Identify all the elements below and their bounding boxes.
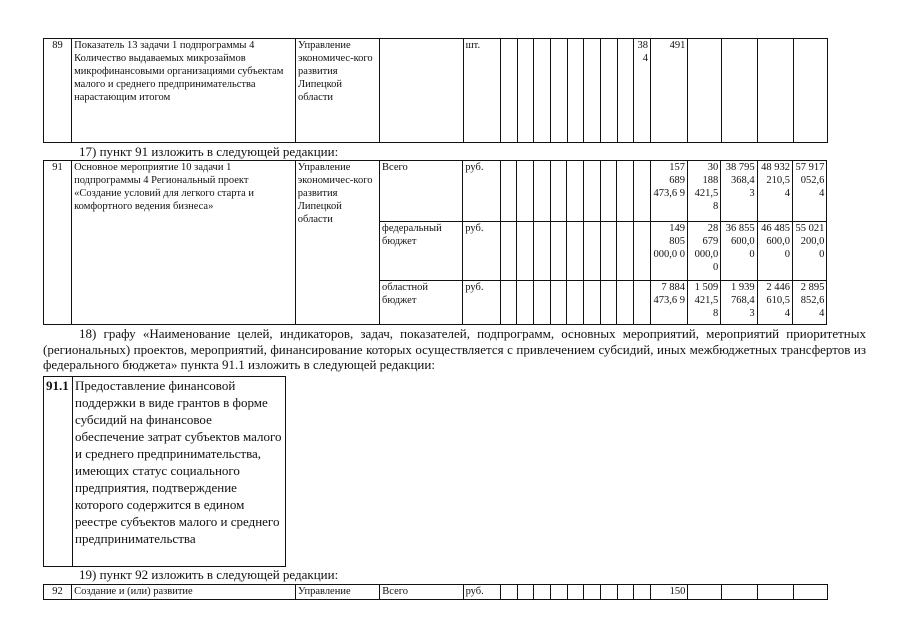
value-cell bbox=[534, 39, 551, 143]
amendment-item-17: 17) пункт 91 изложить в следующей редакции: bbox=[79, 144, 339, 159]
value-cell bbox=[534, 222, 551, 281]
value-cell: 30 188 421,58 bbox=[687, 161, 720, 222]
value-cell bbox=[634, 585, 651, 600]
value-cell bbox=[583, 222, 600, 281]
value-cell bbox=[600, 222, 617, 281]
value-cell: 38 795 368,4 3 bbox=[721, 161, 757, 222]
value-cell bbox=[633, 161, 650, 222]
value-cell: 150 bbox=[650, 585, 687, 600]
table-row-91-1 bbox=[43, 376, 286, 567]
value-cell: 46 485 600,0 0 bbox=[757, 222, 792, 281]
value-cell bbox=[567, 39, 584, 143]
value-cell: 2 446 610,5 4 bbox=[757, 281, 792, 325]
value-cell bbox=[551, 39, 568, 143]
value-cell bbox=[567, 222, 584, 281]
value-cell bbox=[688, 585, 721, 600]
value-cell: 7 884 473,6 9 bbox=[650, 281, 687, 325]
responsible-executor: Управление экономичес-кого развития Липецкой области bbox=[295, 39, 379, 143]
value-cell bbox=[600, 281, 617, 325]
value-cell bbox=[617, 39, 634, 143]
table-row bbox=[44, 585, 867, 600]
value-cell: 2 895 852,6 4 bbox=[793, 281, 827, 325]
value-cell bbox=[793, 39, 827, 143]
funding-source bbox=[380, 39, 463, 143]
value-cell bbox=[567, 281, 584, 325]
value-cell bbox=[517, 222, 534, 281]
value-cell bbox=[517, 281, 534, 325]
value-cell bbox=[500, 222, 517, 281]
value-cell bbox=[534, 161, 551, 222]
row-number: 91 bbox=[44, 161, 72, 325]
value-cell: 491 bbox=[650, 39, 687, 143]
table-row-89 bbox=[43, 38, 866, 143]
value-cell bbox=[550, 222, 567, 281]
value-cell bbox=[600, 585, 617, 600]
value-cell: 48 932 210,5 4 bbox=[757, 161, 792, 222]
value-cell bbox=[758, 39, 793, 143]
table-row-92 bbox=[43, 584, 866, 600]
value-cell bbox=[758, 585, 793, 600]
value-cell: 55 021 200,0 0 bbox=[793, 222, 827, 281]
value-cell bbox=[534, 585, 551, 600]
value-cell bbox=[517, 39, 534, 143]
value-cell bbox=[617, 585, 634, 600]
value-cell bbox=[617, 161, 634, 222]
amendment-item-19: 19) пункт 92 изложить в следующей редакции: bbox=[79, 567, 339, 582]
value-cell: 157 689 473,6 9 bbox=[650, 161, 687, 222]
value-cell bbox=[567, 161, 584, 222]
value-cell bbox=[617, 222, 634, 281]
value-cell: 149 805 000,0 0 bbox=[650, 222, 687, 281]
responsible-executor: Управление bbox=[295, 585, 379, 600]
value-cell bbox=[517, 585, 534, 600]
indicator-name: Предоставление финансовой поддержки в виде грантов в форме субсидий на финансовое обеспечение затрат субъектов малого и среднего предпринимательства, имеющих статус социального предприятия, подтверждение которого содержится в едином реестре субъектов малого и среднего предпринимательства bbox=[73, 377, 286, 567]
value-cell: 28 679 000,00 bbox=[687, 222, 720, 281]
value-cell bbox=[633, 281, 650, 325]
value-cell bbox=[721, 39, 757, 143]
value-cell bbox=[583, 161, 600, 222]
indicator-name: Создание и (или) развитие bbox=[72, 585, 296, 600]
value-cell bbox=[633, 222, 650, 281]
indicator-name: Основное мероприятие 10 задачи 1 подпрограммы 4 Региональный проект «Создание условий для легкого старта и комфортного ведения бизнеса» bbox=[72, 161, 296, 325]
indicator-name: Показатель 13 задачи 1 подпрограммы 4 Количество выдаваемых микрозаймов микрофинансовыми организациями субъектам малого и среднего предпринимательства нарастающим итогом bbox=[72, 39, 296, 143]
unit-cell: руб. bbox=[463, 161, 500, 222]
value-cell bbox=[688, 39, 721, 143]
value-cell: 36 855 600,0 0 bbox=[721, 222, 757, 281]
value-cell bbox=[500, 161, 517, 222]
table-row-91 bbox=[43, 160, 866, 325]
value-cell bbox=[517, 161, 534, 222]
value-cell bbox=[567, 585, 584, 600]
value-cell bbox=[600, 39, 617, 143]
amendment-item-18 bbox=[43, 326, 866, 373]
value-cell bbox=[534, 281, 551, 325]
value-cell bbox=[550, 161, 567, 222]
value-cell bbox=[500, 281, 517, 325]
funding-source: Всего bbox=[380, 161, 463, 222]
value-cell: 57 917 052,6 4 bbox=[793, 161, 827, 222]
funding-source: Всего bbox=[380, 585, 463, 600]
funding-source: федеральный бюджет bbox=[380, 222, 463, 281]
value-cell bbox=[584, 39, 601, 143]
value-cell bbox=[584, 585, 601, 600]
value-cell bbox=[501, 585, 518, 600]
row-number: 91.1 bbox=[44, 377, 73, 567]
unit-cell: шт. bbox=[463, 39, 500, 143]
responsible-executor: Управление экономичес-кого развития Липецкой области bbox=[295, 161, 379, 325]
value-cell bbox=[793, 585, 827, 600]
value-cell: 1 939 768,4 3 bbox=[721, 281, 757, 325]
unit-cell: руб. bbox=[463, 222, 500, 281]
value-cell bbox=[721, 585, 757, 600]
funding-source: областной бюджет bbox=[380, 281, 463, 325]
value-cell bbox=[600, 161, 617, 222]
value-cell bbox=[583, 281, 600, 325]
amendment-item-18-text: 18) графу «Наименование целей, индикаторов, задач, показателей, подпрограмм, основных мероприятий, мероприятий приоритетных (региональных) проектов, мероприятий, финансирование которых осуществляется с привлечением субсидий, иных межбюджетных трансфертов из федерального бюджета» пункта 91.1 изложить в следующей редакции: bbox=[43, 326, 866, 372]
table-row bbox=[44, 161, 866, 222]
row-number: 92 bbox=[44, 585, 72, 600]
unit-cell: руб. bbox=[463, 281, 500, 325]
value-cell: 1 509 421,58 bbox=[687, 281, 720, 325]
row-number: 89 bbox=[44, 39, 72, 143]
unit-cell: руб. bbox=[463, 585, 500, 600]
value-cell bbox=[501, 39, 518, 143]
table-row bbox=[44, 377, 286, 567]
value-cell bbox=[550, 281, 567, 325]
value-cell bbox=[551, 585, 568, 600]
table-row bbox=[44, 39, 867, 143]
value-cell: 384 bbox=[634, 39, 651, 143]
value-cell bbox=[617, 281, 634, 325]
